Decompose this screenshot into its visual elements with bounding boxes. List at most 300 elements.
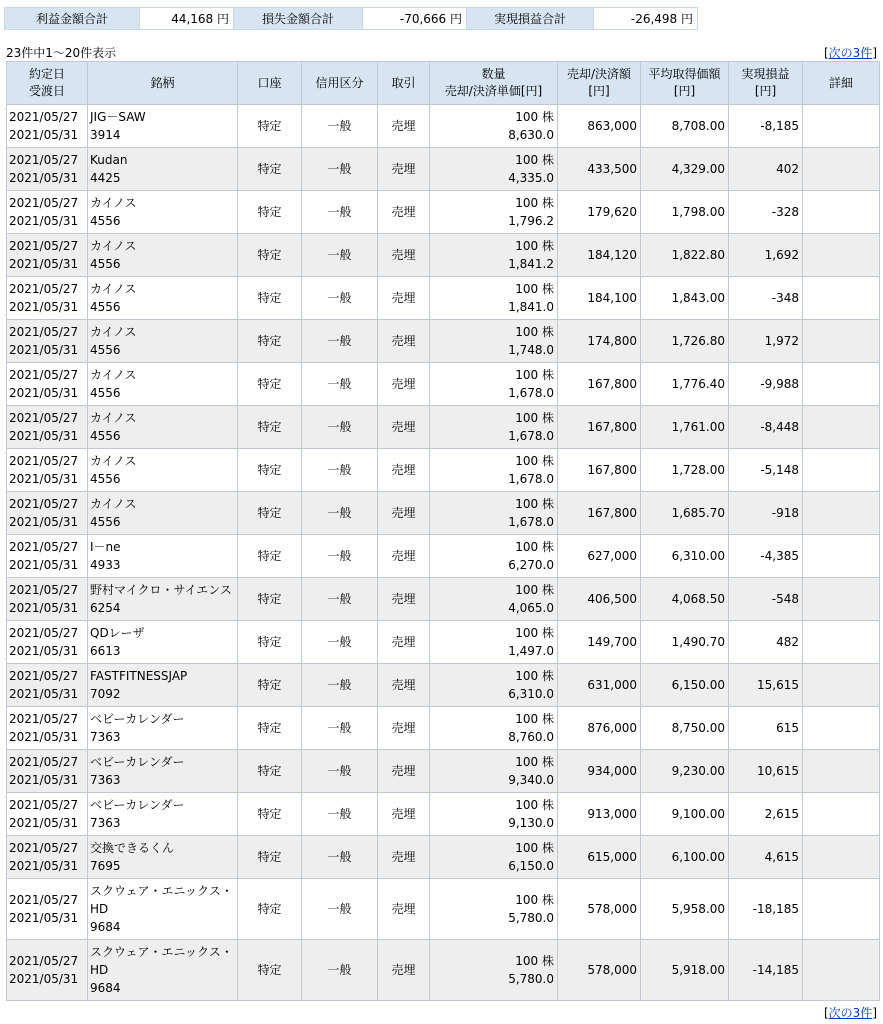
stock-name: スクウェア・エニックス・HD: [90, 884, 233, 916]
unit-price: 4,335.0: [508, 171, 554, 185]
margin-cell: 一般: [302, 277, 378, 320]
date-cell: [7, 940, 88, 1001]
amount-cell: 174,800: [558, 320, 641, 363]
settle-date: 2021/05/31: [9, 429, 79, 443]
account-cell: 特定: [238, 277, 302, 320]
margin-cell: 一般: [302, 940, 378, 1001]
detail-cell: [803, 879, 880, 940]
settle-date: 2021/05/31: [9, 972, 79, 986]
detail-cell: [803, 406, 880, 449]
realized-pl-cell: -328: [729, 191, 803, 234]
date-cell: [7, 105, 88, 148]
unit-price: 1,497.0: [508, 644, 554, 658]
quantity-cell: [430, 664, 558, 707]
quantity: 100 株: [515, 583, 554, 597]
quantity-cell: [430, 234, 558, 277]
quantity: 100 株: [515, 626, 554, 640]
amount-cell: 184,120: [558, 234, 641, 277]
trade-date: 2021/05/27: [9, 282, 79, 296]
unit-price: 8,760.0: [508, 730, 554, 744]
avg-price-cell: 1,761.00: [641, 406, 729, 449]
margin-cell: 一般: [302, 449, 378, 492]
trade-date: 2021/05/27: [9, 454, 79, 468]
settle-date: 2021/05/31: [9, 257, 79, 271]
unit-price: 9,130.0: [508, 816, 554, 830]
avg-price-cell: 9,230.00: [641, 750, 729, 793]
detail-cell: [803, 836, 880, 879]
stock-code: 4556: [90, 300, 121, 314]
realized-pl-cell: 615: [729, 707, 803, 750]
margin-cell: 一般: [302, 406, 378, 449]
trade-date: 2021/05/27: [9, 368, 79, 382]
quantity: 100 株: [515, 755, 554, 769]
realized-pl-cell: -18,185: [729, 879, 803, 940]
detail-cell: [803, 148, 880, 191]
stock-cell: [88, 707, 238, 750]
unit-price: 1,678.0: [508, 386, 554, 400]
amount-cell: 167,800: [558, 449, 641, 492]
amount-cell: 631,000: [558, 664, 641, 707]
amount-cell: 578,000: [558, 940, 641, 1001]
loss-total-label: 損失金額合計: [234, 8, 363, 30]
quantity: 100 株: [515, 497, 554, 511]
realized-pl-cell: 15,615: [729, 664, 803, 707]
avg-price-cell: 4,329.00: [641, 148, 729, 191]
table-row: [7, 793, 880, 836]
profit-total-label: 利益金額合計: [5, 8, 140, 30]
trade-type-cell: 売埋: [378, 793, 430, 836]
avg-price-cell: 9,100.00: [641, 793, 729, 836]
account-cell: 特定: [238, 105, 302, 148]
date-cell: [7, 664, 88, 707]
account-cell: 特定: [238, 406, 302, 449]
table-row: [7, 492, 880, 535]
trade-date: 2021/05/27: [9, 954, 79, 968]
realized-pl-cell: -348: [729, 277, 803, 320]
realized-pl-cell: -918: [729, 492, 803, 535]
stock-code: 3914: [90, 128, 121, 142]
trade-type-cell: 売埋: [378, 406, 430, 449]
amount-cell: 184,100: [558, 277, 641, 320]
unit-price: 1,678.0: [508, 429, 554, 443]
quantity: 100 株: [515, 110, 554, 124]
stock-cell: [88, 191, 238, 234]
stock-name: カイノス: [90, 325, 137, 339]
stock-code: 4556: [90, 472, 121, 486]
stock-name: FASTFITNESSJAP: [90, 669, 188, 683]
trade-date: 2021/05/27: [9, 239, 79, 253]
amount-cell: 913,000: [558, 793, 641, 836]
quantity-cell: [430, 879, 558, 940]
detail-cell: [803, 449, 880, 492]
quantity-cell: [430, 578, 558, 621]
header-name[interactable]: 銘柄: [88, 62, 238, 105]
quantity-cell: [430, 750, 558, 793]
header-realized-pl[interactable]: 実現損益 [円]: [729, 62, 803, 105]
table-row: [7, 621, 880, 664]
stock-name: カイノス: [90, 497, 137, 511]
amount-cell: 433,500: [558, 148, 641, 191]
table-row: [7, 750, 880, 793]
quantity-cell: [430, 277, 558, 320]
date-cell: [7, 578, 88, 621]
header-margin[interactable]: 信用区分: [302, 62, 378, 105]
table-row: [7, 363, 880, 406]
quantity: 100 株: [515, 893, 554, 907]
stock-code: 7363: [90, 730, 121, 744]
account-cell: 特定: [238, 535, 302, 578]
table-row: [7, 277, 880, 320]
stock-code: 4425: [90, 171, 121, 185]
trade-date: 2021/05/27: [9, 798, 79, 812]
trade-type-cell: 売埋: [378, 578, 430, 621]
trade-type-cell: 売埋: [378, 492, 430, 535]
table-row: [7, 664, 880, 707]
table-row: [7, 707, 880, 750]
table-header-row: [7, 62, 880, 105]
trade-type-cell: 売埋: [378, 621, 430, 664]
detail-cell: [803, 750, 880, 793]
detail-cell: [803, 793, 880, 836]
avg-price-cell: 6,150.00: [641, 664, 729, 707]
account-cell: 特定: [238, 940, 302, 1001]
amount-cell: 578,000: [558, 879, 641, 940]
avg-price-cell: 1,685.70: [641, 492, 729, 535]
margin-cell: 一般: [302, 707, 378, 750]
unit-price: 1,841.2: [508, 257, 554, 271]
table-row: [7, 535, 880, 578]
avg-price-cell: 8,750.00: [641, 707, 729, 750]
margin-cell: 一般: [302, 750, 378, 793]
unit-price: 8,630.0: [508, 128, 554, 142]
trade-type-cell: 売埋: [378, 750, 430, 793]
settle-date: 2021/05/31: [9, 515, 79, 529]
avg-price-cell: 8,708.00: [641, 105, 729, 148]
amount-cell: 934,000: [558, 750, 641, 793]
quantity-cell: [430, 621, 558, 664]
stock-cell: [88, 940, 238, 1001]
account-cell: 特定: [238, 578, 302, 621]
realized-total-label: 実現損益合計: [467, 8, 594, 30]
margin-cell: 一般: [302, 578, 378, 621]
settle-date: 2021/05/31: [9, 816, 79, 830]
trade-type-cell: 売埋: [378, 105, 430, 148]
trade-type-cell: 売埋: [378, 148, 430, 191]
detail-cell: [803, 363, 880, 406]
quantity: 100 株: [515, 239, 554, 253]
next-page-link[interactable]: 次の3件: [828, 1006, 873, 1020]
next-page-link[interactable]: 次の3件: [828, 46, 873, 60]
stock-code: 9684: [90, 920, 121, 934]
stock-name: 交換できるくん: [90, 841, 175, 855]
margin-cell: 一般: [302, 836, 378, 879]
trade-date: 2021/05/27: [9, 841, 79, 855]
detail-cell: [803, 492, 880, 535]
date-cell: [7, 234, 88, 277]
loss-total-value: -70,666 円: [363, 8, 467, 30]
stock-cell: [88, 406, 238, 449]
unit-price: 5,780.0: [508, 972, 554, 986]
margin-cell: 一般: [302, 793, 378, 836]
trade-date: 2021/05/27: [9, 497, 79, 511]
account-cell: 特定: [238, 621, 302, 664]
account-cell: 特定: [238, 879, 302, 940]
settle-date: 2021/05/31: [9, 171, 79, 185]
quantity-cell: [430, 105, 558, 148]
account-cell: 特定: [238, 234, 302, 277]
account-cell: 特定: [238, 836, 302, 879]
stock-cell: [88, 105, 238, 148]
stock-cell: [88, 277, 238, 320]
account-cell: 特定: [238, 750, 302, 793]
avg-price-cell: 5,918.00: [641, 940, 729, 1001]
detail-cell: [803, 940, 880, 1001]
date-cell: [7, 191, 88, 234]
trade-type-cell: 売埋: [378, 940, 430, 1001]
unit-price: 1,748.0: [508, 343, 554, 357]
stock-code: 7092: [90, 687, 121, 701]
header-trade[interactable]: 取引: [378, 62, 430, 105]
stock-code: 4556: [90, 257, 121, 271]
quantity-cell: [430, 363, 558, 406]
account-cell: 特定: [238, 449, 302, 492]
account-cell: 特定: [238, 363, 302, 406]
trade-date: 2021/05/27: [9, 153, 79, 167]
amount-cell: 167,800: [558, 406, 641, 449]
avg-price-cell: 6,100.00: [641, 836, 729, 879]
quantity: 100 株: [515, 454, 554, 468]
stock-code: 4556: [90, 343, 121, 357]
table-row: [7, 148, 880, 191]
realized-total-value: -26,498 円: [594, 8, 698, 30]
margin-cell: 一般: [302, 191, 378, 234]
quantity-cell: [430, 836, 558, 879]
settle-date: 2021/05/31: [9, 300, 79, 314]
margin-cell: 一般: [302, 621, 378, 664]
margin-cell: 一般: [302, 492, 378, 535]
header-avg-price[interactable]: 平均取得価額 [円]: [641, 62, 729, 105]
stock-code: 9684: [90, 981, 121, 995]
table-row: [7, 940, 880, 1001]
detail-cell: [803, 578, 880, 621]
margin-cell: 一般: [302, 320, 378, 363]
realized-pl-cell: 1,692: [729, 234, 803, 277]
realized-pl-cell: 482: [729, 621, 803, 664]
unit-price: 1,678.0: [508, 472, 554, 486]
stock-name: QDレーザ: [90, 626, 145, 640]
realized-pl-cell: -548: [729, 578, 803, 621]
date-cell: [7, 406, 88, 449]
date-cell: [7, 449, 88, 492]
stock-cell: [88, 879, 238, 940]
amount-cell: 406,500: [558, 578, 641, 621]
stock-name: ベビーカレンダー: [90, 755, 185, 769]
stock-cell: [88, 535, 238, 578]
date-cell: [7, 836, 88, 879]
profit-total-value: 44,168 円: [140, 8, 234, 30]
realized-pl-cell: -4,385: [729, 535, 803, 578]
settle-date: 2021/05/31: [9, 343, 79, 357]
trade-date: 2021/05/27: [9, 540, 79, 554]
stock-name: カイノス: [90, 196, 137, 210]
trade-type-cell: 売埋: [378, 234, 430, 277]
stock-name: Kudan: [90, 153, 128, 167]
trade-type-cell: 売埋: [378, 664, 430, 707]
stock-code: 4933: [90, 558, 121, 572]
amount-cell: 167,800: [558, 492, 641, 535]
stock-code: 6613: [90, 644, 121, 658]
avg-price-cell: 5,958.00: [641, 879, 729, 940]
settle-date: 2021/05/31: [9, 601, 79, 615]
stock-cell: [88, 836, 238, 879]
margin-cell: 一般: [302, 148, 378, 191]
quantity: 100 株: [515, 153, 554, 167]
table-row: [7, 105, 880, 148]
unit-price: 6,150.0: [508, 859, 554, 873]
header-dates[interactable]: 約定日 受渡日: [7, 62, 88, 105]
date-cell: [7, 492, 88, 535]
account-cell: 特定: [238, 492, 302, 535]
stock-name: カイノス: [90, 368, 137, 382]
table-row: [7, 578, 880, 621]
settle-date: 2021/05/31: [9, 773, 79, 787]
detail-cell: [803, 320, 880, 363]
quantity-cell: [430, 940, 558, 1001]
trade-type-cell: 売埋: [378, 535, 430, 578]
stock-code: 7695: [90, 859, 121, 873]
amount-cell: 863,000: [558, 105, 641, 148]
avg-price-cell: 1,490.70: [641, 621, 729, 664]
stock-cell: [88, 449, 238, 492]
next-page-top: [次の3件]: [823, 46, 877, 60]
unit-price: 6,270.0: [508, 558, 554, 572]
stock-cell: [88, 578, 238, 621]
table-row: [7, 836, 880, 879]
realized-pl-cell: -14,185: [729, 940, 803, 1001]
stock-name: ベビーカレンダー: [90, 712, 185, 726]
stock-cell: [88, 492, 238, 535]
account-cell: 特定: [238, 320, 302, 363]
amount-cell: 627,000: [558, 535, 641, 578]
avg-price-cell: 6,310.00: [641, 535, 729, 578]
stock-code: 7363: [90, 773, 121, 787]
unit-price: 5,780.0: [508, 911, 554, 925]
date-cell: [7, 535, 88, 578]
detail-cell: [803, 277, 880, 320]
realized-pl-cell: 2,615: [729, 793, 803, 836]
quantity: 100 株: [515, 798, 554, 812]
settle-date: 2021/05/31: [9, 859, 79, 873]
stock-name: I－ne: [90, 540, 121, 554]
stock-name: ベビーカレンダー: [90, 798, 185, 812]
stock-cell: [88, 234, 238, 277]
realized-pl-cell: -5,148: [729, 449, 803, 492]
stock-code: 4556: [90, 214, 121, 228]
stock-name: スクウェア・エニックス・HD: [90, 945, 233, 977]
table-row: [7, 406, 880, 449]
trade-date: 2021/05/27: [9, 626, 79, 640]
quantity: 100 株: [515, 282, 554, 296]
date-cell: [7, 277, 88, 320]
stock-cell: [88, 148, 238, 191]
quantity: 100 株: [515, 196, 554, 210]
margin-cell: 一般: [302, 234, 378, 277]
detail-cell: [803, 535, 880, 578]
trade-history-table: [6, 61, 880, 1001]
stock-name: カイノス: [90, 411, 137, 425]
stock-name: JIG－SAW: [90, 110, 146, 124]
date-cell: [7, 879, 88, 940]
date-cell: [7, 621, 88, 664]
result-count: 23件中1～20件表示: [6, 46, 117, 60]
quantity: 100 株: [515, 669, 554, 683]
next-page-bottom: [次の3件]: [823, 1006, 877, 1020]
quantity: 100 株: [515, 954, 554, 968]
date-cell: [7, 363, 88, 406]
amount-cell: 167,800: [558, 363, 641, 406]
quantity-cell: [430, 492, 558, 535]
trade-date: 2021/05/27: [9, 110, 79, 124]
avg-price-cell: 1,798.00: [641, 191, 729, 234]
quantity-cell: [430, 320, 558, 363]
trade-date: 2021/05/27: [9, 196, 79, 210]
amount-cell: 179,620: [558, 191, 641, 234]
unit-price: 1,841.0: [508, 300, 554, 314]
stock-code: 7363: [90, 816, 121, 830]
avg-price-cell: 1,822.80: [641, 234, 729, 277]
detail-cell: [803, 664, 880, 707]
header-amount[interactable]: 売却/決済額 [円]: [558, 62, 641, 105]
trade-type-cell: 売埋: [378, 836, 430, 879]
summary-table: [4, 7, 698, 30]
header-quantity[interactable]: 数量 売却/決済単価[円]: [430, 62, 558, 105]
quantity: 100 株: [515, 841, 554, 855]
stock-code: 4556: [90, 429, 121, 443]
account-cell: 特定: [238, 148, 302, 191]
amount-cell: 615,000: [558, 836, 641, 879]
realized-pl-cell: -8,185: [729, 105, 803, 148]
stock-name: カイノス: [90, 282, 137, 296]
account-cell: 特定: [238, 664, 302, 707]
date-cell: [7, 148, 88, 191]
unit-price: 1,678.0: [508, 515, 554, 529]
settle-date: 2021/05/31: [9, 730, 79, 744]
unit-price: 9,340.0: [508, 773, 554, 787]
amount-cell: 876,000: [558, 707, 641, 750]
header-account[interactable]: 口座: [238, 62, 302, 105]
realized-pl-cell: 4,615: [729, 836, 803, 879]
realized-pl-cell: 1,972: [729, 320, 803, 363]
stock-cell: [88, 621, 238, 664]
date-cell: [7, 707, 88, 750]
stock-cell: [88, 363, 238, 406]
realized-pl-cell: 10,615: [729, 750, 803, 793]
account-cell: 特定: [238, 191, 302, 234]
settle-date: 2021/05/31: [9, 558, 79, 572]
trade-date: 2021/05/27: [9, 893, 79, 907]
avg-price-cell: 1,728.00: [641, 449, 729, 492]
quantity-cell: [430, 535, 558, 578]
trade-type-cell: 売埋: [378, 449, 430, 492]
account-cell: 特定: [238, 793, 302, 836]
trade-date: 2021/05/27: [9, 755, 79, 769]
settle-date: 2021/05/31: [9, 128, 79, 142]
date-cell: [7, 750, 88, 793]
settle-date: 2021/05/31: [9, 472, 79, 486]
detail-cell: [803, 707, 880, 750]
detail-cell: [803, 105, 880, 148]
table-row: [7, 320, 880, 363]
